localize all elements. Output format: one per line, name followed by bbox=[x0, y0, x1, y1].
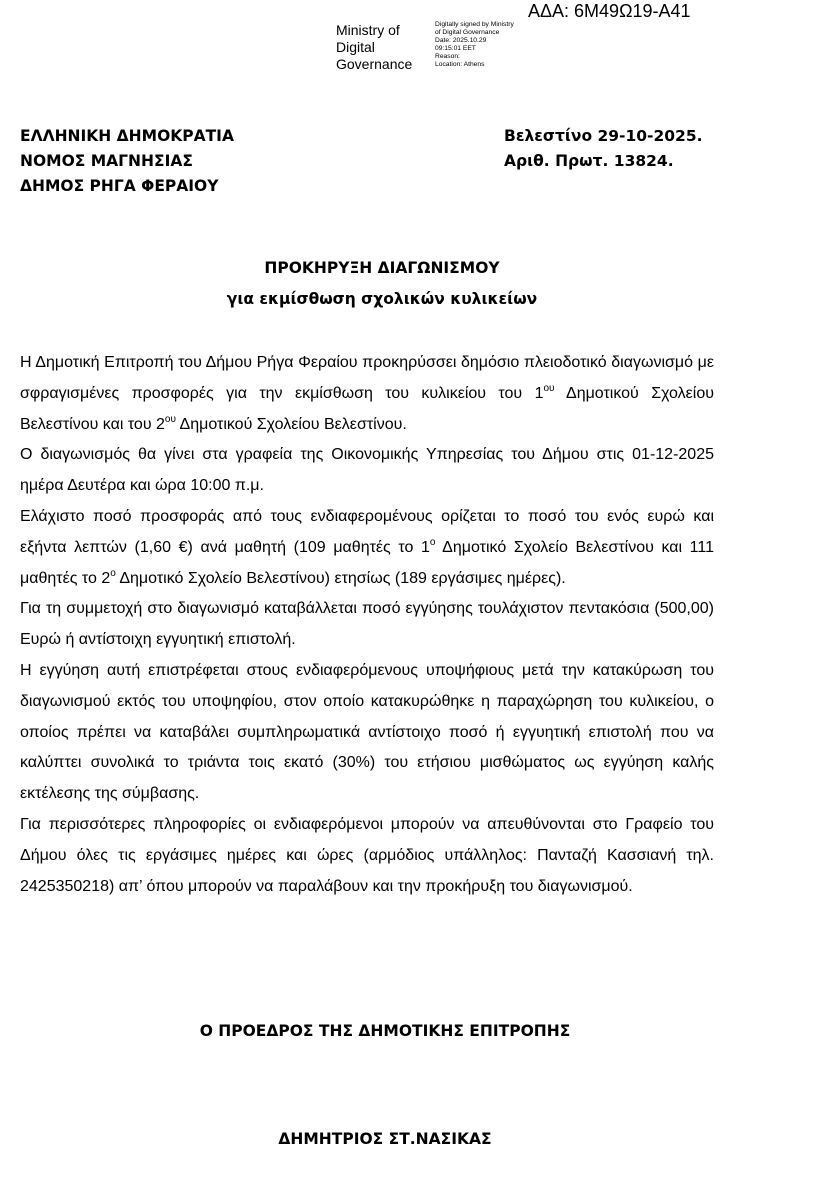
place-date: Βελεστίνο 29-10-2025. bbox=[504, 127, 703, 145]
document-reference bbox=[504, 124, 703, 174]
paragraph: Η Δημοτική Επιτροπή του Δήμου Ρήγα Φεραίου προκηρύσσει δημόσιο πλειοδοτικό διαγωνισμό με σφραγισμένες προσφορές για την εκμίσθωση του κυλικείου του $1^{o\upsilon}$ Δημοτικού Σχολείου Βελεστίνου και του $2^{o\upsilon}$ Δημοτικού Σχολείου Βελεστίνου. bbox=[20, 354, 714, 433]
signature-line: Digitally signed by Ministry bbox=[435, 21, 514, 28]
paragraph: Ο διαγωνισμός θα γίνει στα γραφεία της Οικονομικής Υπηρεσίας του Δήμου στις 01-12-2025 ημέρα Δευτέρα και ώρα 10:00 π.μ. bbox=[20, 446, 714, 495]
signature-issuer bbox=[336, 22, 412, 73]
digital-signature-details bbox=[435, 21, 514, 69]
issuing-authority bbox=[20, 124, 234, 199]
document-title: ΠΡΟΚΗΡΥΞΗ ΔΙΑΓΩΝΙΣΜΟΥ bbox=[264, 259, 500, 277]
authority-line: ΔΗΜΟΣ ΡΗΓΑ ΦΕΡΑΙΟΥ bbox=[20, 177, 219, 195]
ada-code: ΑΔΑ: 6Μ49Ω19-Α41 bbox=[528, 1, 691, 21]
paragraph: Η εγγύηση αυτή επιστρέφεται στους ενδιαφερόμενους υποψήφιους μετά την κατακύρωση του διαγωνισμού εκτός του υποψηφίου, στον οποίο κατακυρώθηκε η παραχώρηση του κυλικείου, ο οποίος πρέπει να καταβάλει συμπληρωματικά αντίστοιχο ποσό ή εγγυητική επιστολή που να καλύπτει συνολικά το τριάντα τοις εκατό (30%) του ετήσιου μισθώματος ως εγγύηση καλής εκτέλεσης της σύμβασης. bbox=[20, 661, 714, 803]
signature-line: Reason: bbox=[435, 53, 460, 60]
issuer-line: Ministry of bbox=[336, 22, 400, 38]
protocol-number: Αριθ. Πρωτ. 13824. bbox=[504, 152, 674, 170]
paragraph: Ελάχιστο ποσό προσφοράς από τους ενδιαφερομένους ορίζεται το ποσό του ενός ευρώ και εξήντα λεπτών (1,60 €) ανά μαθητή (109 μαθητές το $1^o$ Δημοτικό Σχολείο Βελεστίνου και 111 μαθητές το $2^o$ Δημοτικό Σχολείο Βελεστίνου) ετησίως (189 εργάσιμες ημέρες). bbox=[20, 507, 714, 587]
signatory-name: ΔΗΜΗΤΡΙΟΣ ΣΤ.ΝΑΣΙΚΑΣ bbox=[278, 1130, 492, 1148]
authority-line: ΝΟΜΟΣ ΜΑΓΝΗΣΙΑΣ bbox=[20, 152, 193, 170]
paragraph: Για τη συμμετοχή στο διαγωνισμό καταβάλλεται ποσό εγγύησης τουλάχιστον πεντακόσια (500,00) Ευρώ ή αντίστοιχη εγγυητική επιστολή. bbox=[20, 600, 714, 649]
signature-line: 09:15:01 EET bbox=[435, 45, 476, 52]
signatory-role: Ο ΠΡΟΕΔΡΟΣ ΤΗΣ ΔΗΜΟΤΙΚΗΣ ΕΠΙΤΡΟΠΗΣ bbox=[199, 1022, 571, 1040]
document-body bbox=[20, 348, 714, 902]
signature-line: Date: 2025.10.29 bbox=[435, 37, 487, 44]
signature-line: of Digital Governance bbox=[435, 29, 500, 36]
signature-line: Location: Athens bbox=[435, 61, 485, 68]
issuer-line: Governance bbox=[336, 56, 413, 72]
issuer-line: Digital bbox=[336, 39, 375, 55]
paragraph: Για περισσότερες πληροφορίες οι ενδιαφερόμενοι μπορούν να απευθύνονται στο Γραφείο του Δήμου όλες τις εργάσιμες ημέρες και ώρες (αρμόδιος υπάλληλος: Πανταζή Κασσιανή τηλ. 2425350218) απ’ όπου μπορούν να παραλάβουν και την προκήρυξη του διαγωνισμού. bbox=[20, 815, 714, 895]
document-subtitle: για εκμίσθωση σχολικών κυλικείων bbox=[226, 290, 538, 308]
authority-line: ΕΛΛΗΝΙΚΗ ΔΗΜΟΚΡΑΤΙΑ bbox=[20, 127, 234, 145]
